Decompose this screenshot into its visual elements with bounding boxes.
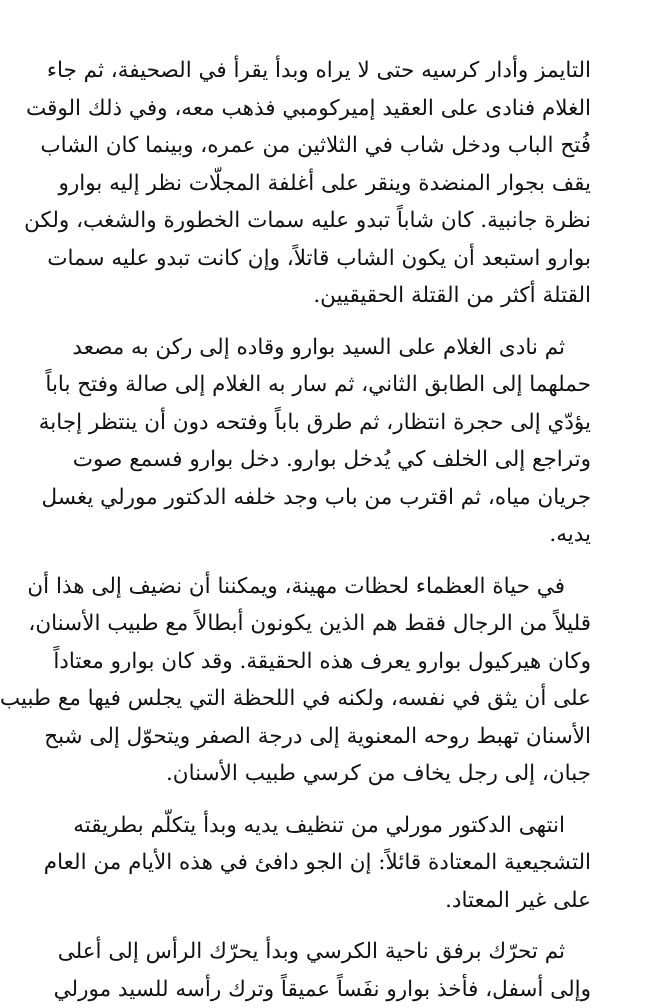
text-line: التايمز وأدار كرسيه حتى لا يراه وبدأ يقرأ في الصحيفة، ثم جاء — [34, 52, 591, 90]
text-line: الغلام فنادى على العقيد إميركومبي فذهب معه، وفي ذلك الوقت — [34, 90, 591, 128]
text-line: في حياة العظماء لحظات مهينة، ويمكننا أن نضيف إلى هذا أن — [34, 568, 591, 606]
paragraph-3 — [34, 568, 591, 793]
text-line: ثم نادى الغلام على السيد بوارو وقاده إلى ركن به مصعد — [34, 329, 591, 367]
text-line: وتراجع إلى الخلف كي يُدخل بوارو. دخل بوارو فسمع صوت — [34, 441, 591, 479]
text-line: يقف بجوار المنضدة وينقر على أغلفة المجلّات نظر إليه بوارو — [34, 165, 591, 203]
paragraph-1 — [34, 52, 591, 315]
text-line: وكان هيركيول بوارو يعرف هذه الحقيقة. وقد كان بوارو معتاداً — [34, 643, 591, 681]
paragraph-5 — [34, 933, 591, 1008]
text-line: انتهى الدكتور مورلي من تنظيف يديه وبدأ يتكلّم بطريقته — [34, 807, 591, 845]
paragraph-4 — [34, 807, 591, 920]
text-line: جريان مياه، ثم اقترب من باب وجد خلفه الدكتور مورلي يغسل — [34, 479, 591, 517]
text-line: التشجيعية المعتادة قائلاً: إن الجو دافئ في هذه الأيام من العام — [34, 844, 591, 882]
text-line: وإلى أسفل، فأخذ بوارو نفَساً عميقاً وترك رأسه للسيد مورلي — [34, 971, 591, 1008]
paragraph-2 — [34, 329, 591, 554]
text-line: على غير المعتاد. — [34, 882, 591, 920]
text-line: حملهما إلى الطابق الثاني، ثم سار به الغلام إلى صالة وفتح باباً — [34, 366, 591, 404]
text-line: ثم تحرّك برفق ناحية الكرسي وبدأ يحرّك الرأس إلى أعلى — [34, 933, 591, 971]
text-line: بوارو استبعد أن يكون الشاب قاتلاً، وإن كانت تبدو عليه سمات — [34, 240, 591, 278]
text-line: قليلاً من الرجال فقط هم الذين يكونون أبطالاً مع طبيب الأسنان، — [34, 605, 591, 643]
text-line: يؤدّي إلى حجرة انتظار، ثم طرق باباً وفتحه دون أن ينتظر إجابة — [34, 404, 591, 442]
text-line: نظرة جانبية. كان شاباً تبدو عليه سمات الخطورة والشغب، ولكن — [34, 202, 591, 240]
text-line: جبان، إلى رجل يخاف من كرسي طبيب الأسنان. — [34, 755, 591, 793]
text-line: على أن يثق في نفسه، ولكنه في اللحظة التي يجلس فيها مع طبيب — [34, 680, 591, 718]
text-line: فُتح الباب ودخل شاب في الثلاثين من عمره، وبينما كان الشاب — [34, 127, 591, 165]
text-line: الأسنان تهبط روحه المعنوية إلى درجة الصفر ويتحوّل إلى شبح — [34, 718, 591, 756]
text-line: القتلة أكثر من القتلة الحقيقيين. — [34, 277, 591, 315]
text-line: يديه. — [34, 516, 591, 554]
